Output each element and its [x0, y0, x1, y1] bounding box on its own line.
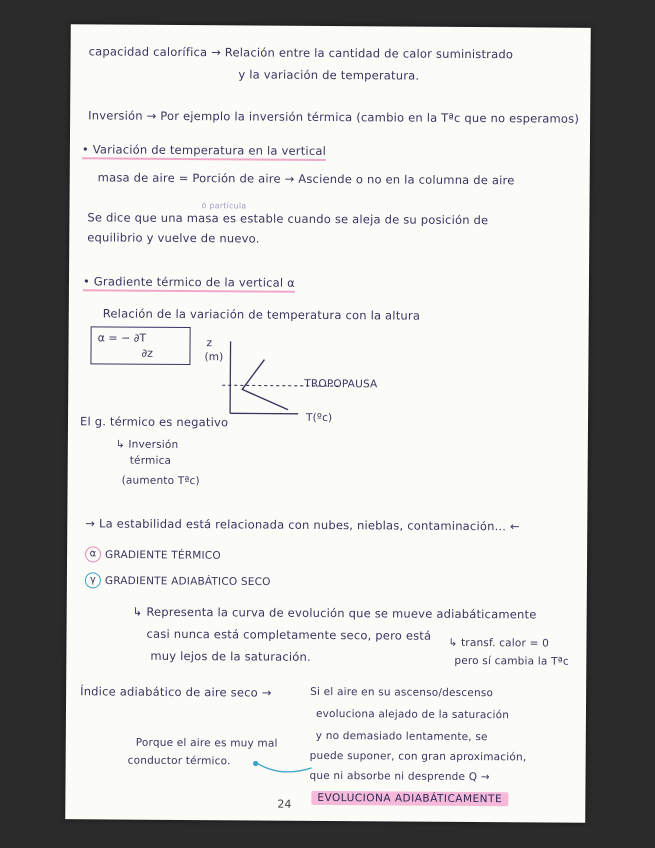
note-line-2: y la variación de temperatura. [238, 67, 420, 83]
note-line-9: ↳ Inversión [115, 438, 179, 451]
note-line-4: masa de aire = Porción de aire → Asciende o no en la columna de aire [97, 170, 515, 188]
note-particula: ó partícula [201, 201, 247, 211]
page-number: 24 [277, 797, 292, 811]
temperature-curve [242, 359, 288, 409]
note-line-1: capacidad calorífica → Relación entre la cantidad de calor suministrado [88, 44, 514, 62]
graph-axis-t: T(ºc) [305, 411, 333, 425]
alpha-circle: α [85, 546, 101, 562]
connector-curve [258, 764, 312, 773]
note-line-5: Se dice que una masa es estable cuando se aleja de su posición de [87, 210, 489, 228]
note-line-8: El g. térmico es negativo [79, 414, 229, 430]
left-note-1: Porque el aire es muy mal [135, 736, 278, 750]
right-line-3: y no demasiado lentamente, se [315, 729, 488, 744]
heading-variacion: • Variación de temperatura en la vertical [82, 142, 326, 161]
side-note-2: pero sí cambia la Tªc [454, 654, 569, 668]
highlight-row [311, 790, 508, 805]
note-line-12: → La estabilidad está relacionada con nubes, nieblas, contaminación... ← [85, 516, 520, 534]
gamma-label: GRADIENTE ADIABÁTICO SECO [104, 574, 271, 589]
connector-dot [253, 761, 258, 766]
alpha-row [85, 546, 221, 563]
graph-axis-m: (m) [204, 351, 224, 364]
note-line-16: Índice adiabático de aire seco → [80, 684, 272, 700]
note-line-13: ↳ Representa la curva de evolución que se mueve adiabáticamente [132, 604, 537, 622]
formula-top: α = − ∂T [97, 331, 147, 345]
gamma-row [85, 572, 271, 589]
connector-arrow [252, 751, 322, 777]
note-line-11: (aumento Tªc) [121, 474, 200, 488]
right-line-5: que ni absorbe ni desprende Q → [309, 769, 490, 784]
gamma-circle: γ [85, 572, 101, 588]
right-line-4: puede suponer, con gran aproximación, [309, 749, 527, 764]
note-line-10: térmica [129, 454, 172, 467]
graph-y-axis [230, 341, 231, 413]
note-line-6: equilibrio y vuelve de nuevo. [87, 230, 260, 246]
formula-bottom: ∂z [141, 346, 154, 360]
right-line-2: evoluciona alejado de la saturación [315, 707, 510, 722]
note-line-15: muy lejos de la saturación. [150, 648, 311, 664]
notebook-page [65, 24, 591, 823]
graph-axis-z: z [206, 337, 213, 350]
left-note-2: conductor térmico. [127, 754, 231, 768]
heading-gradiente: • Gradiente térmico de la vertical α [83, 274, 295, 292]
note-line-7: Relación de la variación de temperatura con la altura [102, 306, 421, 323]
side-note-1: ↳ transf. calor = 0 [448, 636, 550, 650]
note-line-3: Inversión → Por ejemplo la inversión térmica (cambio en la Tªc que no esperamos) [88, 108, 580, 126]
highlight-evoluciona: EVOLUCIONA ADIABÁTICAMENTE [311, 791, 508, 806]
right-line-1: Si el aire en su ascenso/descenso [310, 685, 494, 700]
formula-box [90, 326, 190, 365]
graph-tropopausa-label: TROPOPAUSA [304, 377, 378, 391]
note-line-14: casi nunca está completamente seco, pero está [146, 626, 432, 643]
alpha-label: GRADIENTE TÉRMICO [105, 548, 221, 562]
